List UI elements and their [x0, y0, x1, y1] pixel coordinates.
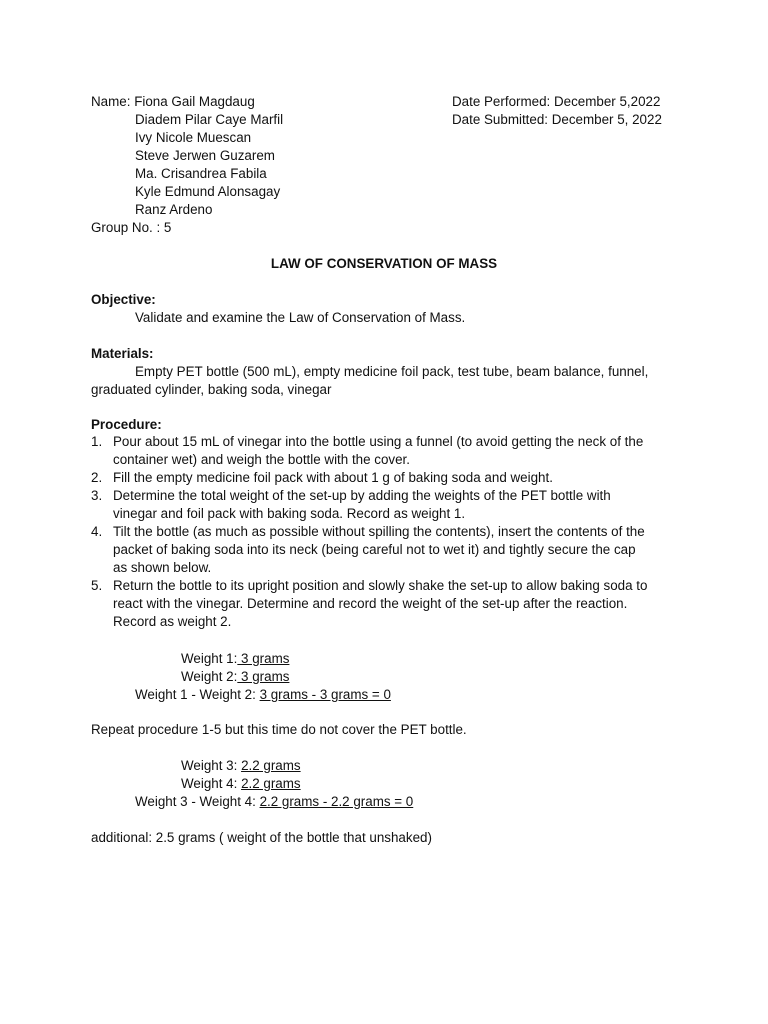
step-line: Fill the empty medicine foil pack with about 1 g of baking soda and weight.: [113, 470, 553, 485]
weight-3-value: 2.2 grams: [241, 758, 301, 773]
group-member: Ivy Nicole Muescan: [135, 130, 252, 145]
additional-note: additional: 2.5 grams ( weight of the bottle that unshaked): [91, 830, 432, 845]
step-line: Determine the total weight of the set-up by adding the weights of the PET bottle with: [113, 488, 611, 503]
name-label: Name:: [91, 94, 131, 109]
document-title: LAW OF CONSERVATION OF MASS: [270, 256, 498, 271]
group-member: Ma. Crisandrea Fabila: [135, 166, 267, 181]
group-member-list: [135, 111, 283, 219]
weight-3-row: [181, 757, 301, 775]
dates-block: [452, 93, 662, 129]
step-line: container wet) and weigh the bottle with the cover.: [113, 452, 410, 467]
step-line: Return the bottle to its upright position and slowly shake the set-up to allow baking soda to: [113, 578, 648, 593]
objective-text: Validate and examine the Law of Conservation of Mass.: [135, 310, 466, 325]
date-submitted: Date Submitted: December 5, 2022: [452, 112, 662, 127]
weight-2-value: 3 grams: [237, 669, 290, 684]
step-line: Record as weight 2.: [113, 614, 232, 629]
weight-difference-1-row: [135, 686, 391, 704]
procedure-step: [91, 469, 681, 487]
group-member: Steve Jerwen Guzarem: [135, 148, 275, 163]
step-number: 3.: [91, 488, 103, 503]
weight-4-label: Weight 4:: [181, 776, 238, 791]
materials-heading: Materials:: [91, 346, 154, 361]
weight-difference-1-value: 3 grams - 3 grams = 0: [259, 687, 391, 702]
group-member: Kyle Edmund Alonsagay: [135, 184, 281, 199]
procedure-step: [91, 577, 681, 631]
step-line: react with the vinegar. Determine and record the weight of the set-up after the reaction.: [113, 596, 628, 611]
procedure-heading: Procedure:: [91, 417, 162, 432]
weight-1-row: [181, 650, 289, 668]
step-line: Tilt the bottle (as much as possible without spilling the contents), insert the contents of the: [113, 524, 645, 539]
weight-1-value: 3 grams: [237, 651, 290, 666]
weight-difference-1-label: Weight 1 - Weight 2:: [135, 687, 256, 702]
step-line: as shown below.: [113, 560, 212, 575]
step-line: Pour about 15 mL of vinegar into the bottle using a funnel (to avoid getting the neck of the: [113, 434, 644, 449]
step-line: vinegar and foil pack with baking soda. Record as weight 1.: [113, 506, 466, 521]
repeat-instruction: Repeat procedure 1-5 but this time do not cover the PET bottle.: [91, 722, 467, 737]
first-name: Fiona Gail Magdaug: [134, 94, 255, 109]
procedure-step: [91, 523, 681, 577]
group-member: Ranz Ardeno: [135, 202, 213, 217]
weight-4-row: [181, 775, 301, 793]
group-number: Group No. : 5: [91, 220, 172, 235]
group-member: Diadem Pilar Caye Marfil: [135, 112, 284, 127]
date-performed: Date Performed: December 5,2022: [452, 94, 661, 109]
step-number: 4.: [91, 524, 103, 539]
weight-2-label: Weight 2:: [181, 669, 238, 684]
names-header: [91, 93, 255, 111]
weight-difference-2-value: 2.2 grams - 2.2 grams = 0: [259, 794, 414, 809]
weight-difference-2-label: Weight 3 - Weight 4:: [135, 794, 256, 809]
step-line: packet of baking soda into its neck (being careful not to wet it) and tightly secure the cap: [113, 542, 636, 557]
procedure-step: [91, 433, 681, 469]
weight-difference-2-row: [135, 793, 413, 811]
procedure-list: [91, 433, 681, 631]
objective-heading: Objective:: [91, 292, 156, 307]
materials-text-line1: Empty PET bottle (500 mL), empty medicine foil pack, test tube, beam balance, funnel,: [135, 364, 649, 379]
weight-1-label: Weight 1:: [181, 651, 238, 666]
weight-2-row: [181, 668, 289, 686]
step-number: 5.: [91, 578, 103, 593]
step-number: 1.: [91, 434, 103, 449]
weight-3-label: Weight 3:: [181, 758, 238, 773]
materials-text-line2: graduated cylinder, baking soda, vinegar: [91, 382, 332, 397]
procedure-step: [91, 487, 681, 523]
weight-4-value: 2.2 grams: [241, 776, 301, 791]
step-number: 2.: [91, 470, 103, 485]
